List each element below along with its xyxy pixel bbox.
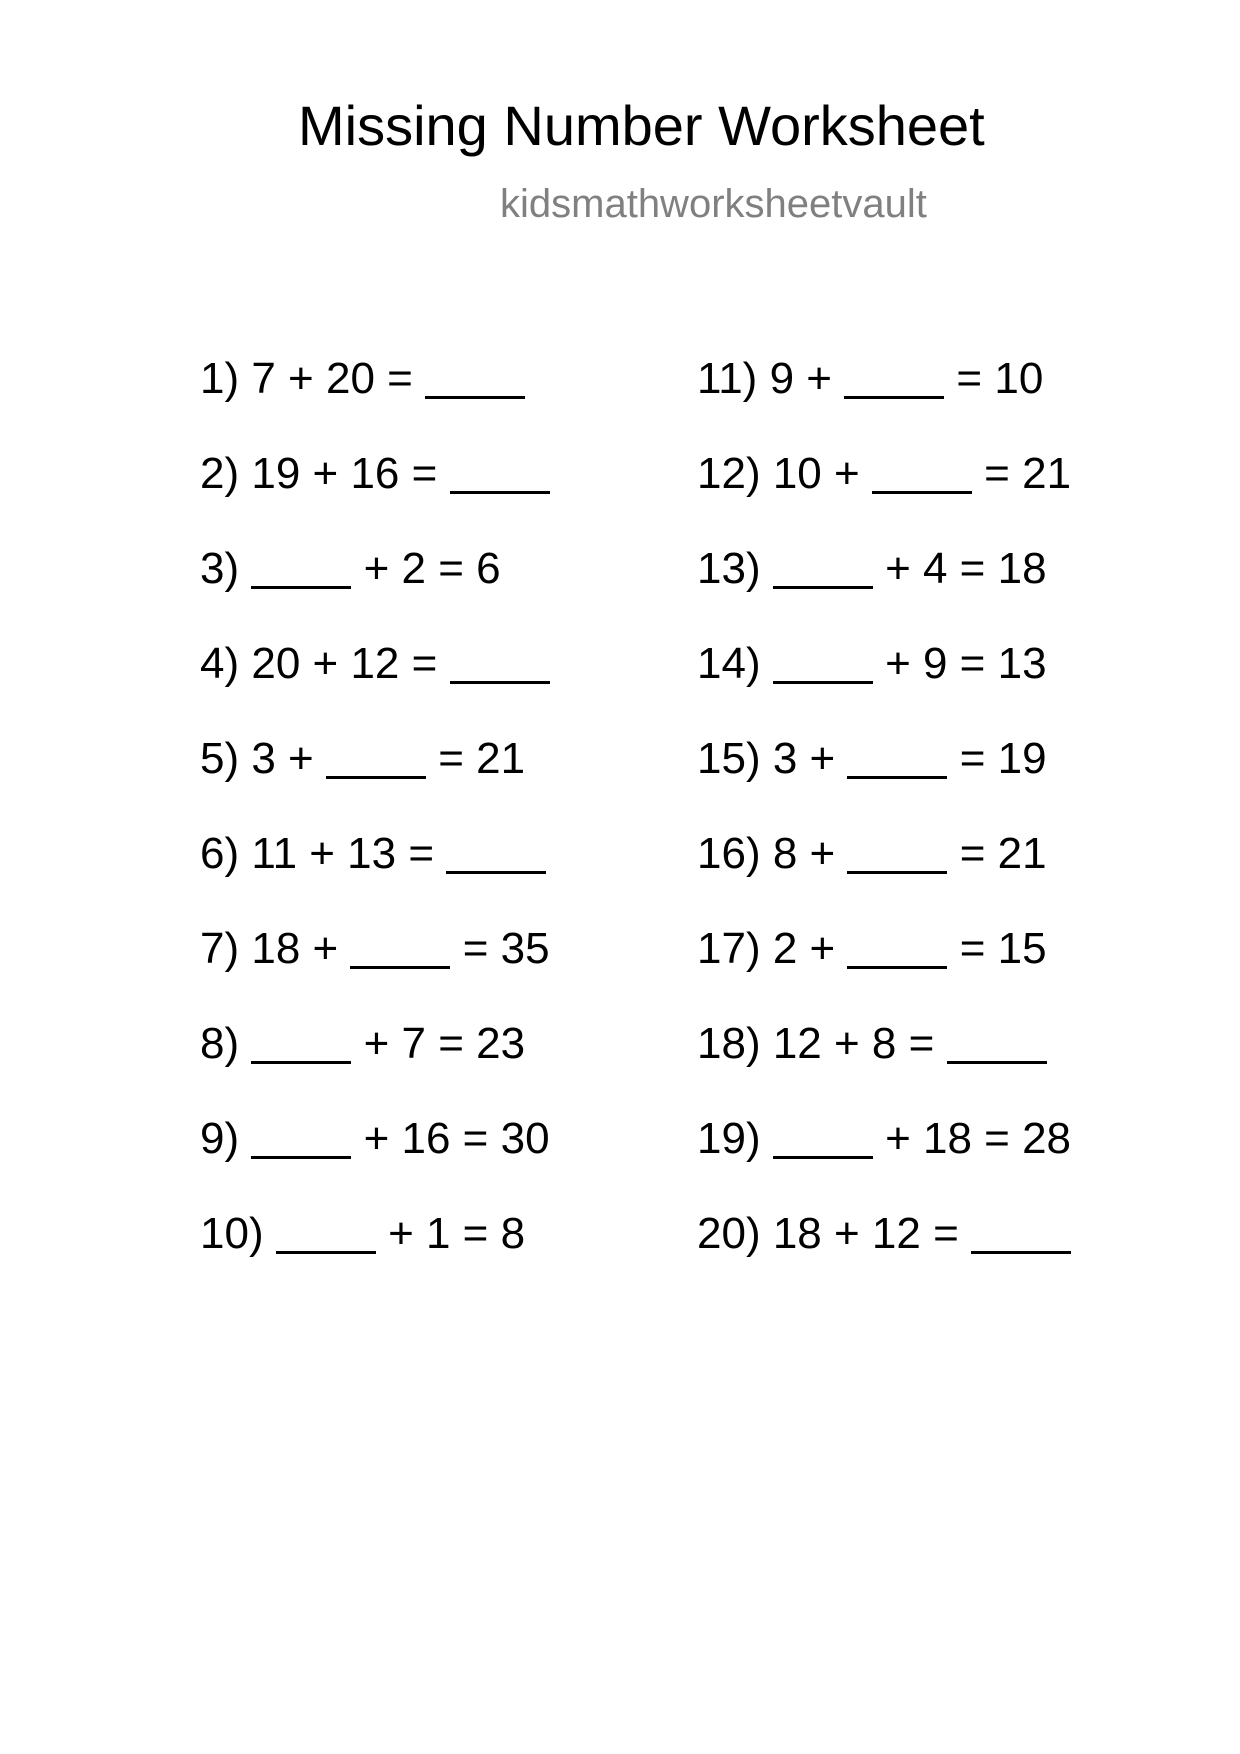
problem-number: 15)	[697, 734, 761, 783]
problem-after: = 21	[984, 449, 1072, 498]
answer-blank[interactable]	[773, 641, 873, 684]
answer-blank[interactable]	[446, 831, 546, 874]
problem-row	[697, 1110, 1071, 1205]
problem-row	[200, 825, 550, 920]
answer-blank[interactable]	[872, 451, 972, 494]
problem-before: 18 +	[251, 924, 339, 973]
problem-row	[200, 350, 550, 445]
problem-before: 11 + 13 =	[251, 829, 435, 878]
problem-after: = 15	[959, 924, 1047, 973]
problem-number: 5)	[200, 734, 240, 783]
answer-blank[interactable]	[450, 641, 550, 684]
problem-before: 3 +	[772, 734, 836, 783]
problem-number: 14)	[697, 639, 761, 688]
answer-blank[interactable]	[425, 356, 525, 399]
problem-after: + 4 = 18	[885, 544, 1047, 593]
problem-row	[697, 1015, 1071, 1110]
problem-number: 6)	[200, 829, 240, 878]
problem-number: 13)	[697, 544, 761, 593]
problem-number: 11)	[697, 354, 758, 403]
problem-number: 20)	[697, 1209, 761, 1258]
problem-before: 19 + 16 =	[251, 449, 438, 498]
answer-blank[interactable]	[847, 736, 947, 779]
problem-number: 19)	[697, 1114, 761, 1163]
problem-row	[697, 730, 1071, 825]
problem-after: = 21	[959, 829, 1047, 878]
problem-after: = 35	[462, 924, 550, 973]
problems-right-column	[697, 350, 1071, 1300]
answer-blank[interactable]	[847, 926, 947, 969]
answer-blank[interactable]	[326, 736, 426, 779]
problem-number: 16)	[697, 829, 761, 878]
problem-before: 18 + 12 =	[772, 1209, 959, 1258]
problem-row	[200, 1110, 550, 1205]
problem-after: = 21	[438, 734, 526, 783]
answer-blank[interactable]	[847, 831, 947, 874]
problems-left-column	[200, 350, 550, 1300]
problem-row	[200, 730, 550, 825]
answer-blank[interactable]	[773, 546, 873, 589]
problem-row	[697, 1205, 1071, 1300]
problem-row	[200, 540, 550, 635]
problem-before: 9 +	[769, 354, 832, 403]
problem-before: 10 +	[772, 449, 860, 498]
problem-row	[200, 1205, 550, 1300]
problem-row	[697, 920, 1071, 1015]
problem-before: 20 + 12 =	[251, 639, 438, 688]
problem-number: 17)	[697, 924, 761, 973]
answer-blank[interactable]	[773, 1116, 873, 1159]
problem-number: 4)	[200, 639, 240, 688]
problem-before: 7 + 20 =	[251, 354, 413, 403]
problem-row	[200, 445, 550, 540]
answer-blank[interactable]	[251, 1021, 351, 1064]
problem-number: 3)	[200, 544, 240, 593]
problem-number: 2)	[200, 449, 240, 498]
answer-blank[interactable]	[947, 1021, 1047, 1064]
problem-number: 8)	[200, 1019, 240, 1068]
answer-blank[interactable]	[971, 1211, 1071, 1254]
problem-number: 7)	[200, 924, 240, 973]
problem-number: 9)	[200, 1114, 240, 1163]
problem-number: 18)	[697, 1019, 761, 1068]
problem-after: + 2 = 6	[363, 544, 501, 593]
problem-row	[200, 635, 550, 730]
problem-number: 10)	[200, 1209, 264, 1258]
answer-blank[interactable]	[844, 356, 944, 399]
problem-number: 12)	[697, 449, 761, 498]
problem-row	[697, 540, 1071, 635]
problem-after: + 9 = 13	[885, 639, 1047, 688]
problem-row	[697, 825, 1071, 920]
problem-row	[697, 350, 1071, 445]
answer-blank[interactable]	[450, 451, 550, 494]
problem-after: + 16 = 30	[363, 1114, 550, 1163]
problem-before: 8 +	[772, 829, 836, 878]
problem-before: 2 +	[772, 924, 836, 973]
problem-after: + 18 = 28	[885, 1114, 1072, 1163]
problem-row	[697, 635, 1071, 730]
problem-before: 12 + 8 =	[772, 1019, 935, 1068]
answer-blank[interactable]	[350, 926, 450, 969]
answer-blank[interactable]	[251, 1116, 351, 1159]
problem-row	[200, 920, 550, 1015]
answer-blank[interactable]	[251, 546, 351, 589]
problem-row	[697, 445, 1071, 540]
worksheet-title: Missing Number Worksheet	[298, 94, 985, 157]
answer-blank[interactable]	[276, 1211, 376, 1254]
problem-after: = 10	[956, 354, 1044, 403]
problem-row	[200, 1015, 550, 1110]
problem-after: = 19	[959, 734, 1047, 783]
worksheet-source: kidsmathworksheetvault	[500, 182, 927, 226]
problem-number: 1)	[200, 354, 240, 403]
problem-before: 3 +	[251, 734, 314, 783]
problem-after: + 7 = 23	[363, 1019, 526, 1068]
problem-after: + 1 = 8	[388, 1209, 526, 1258]
